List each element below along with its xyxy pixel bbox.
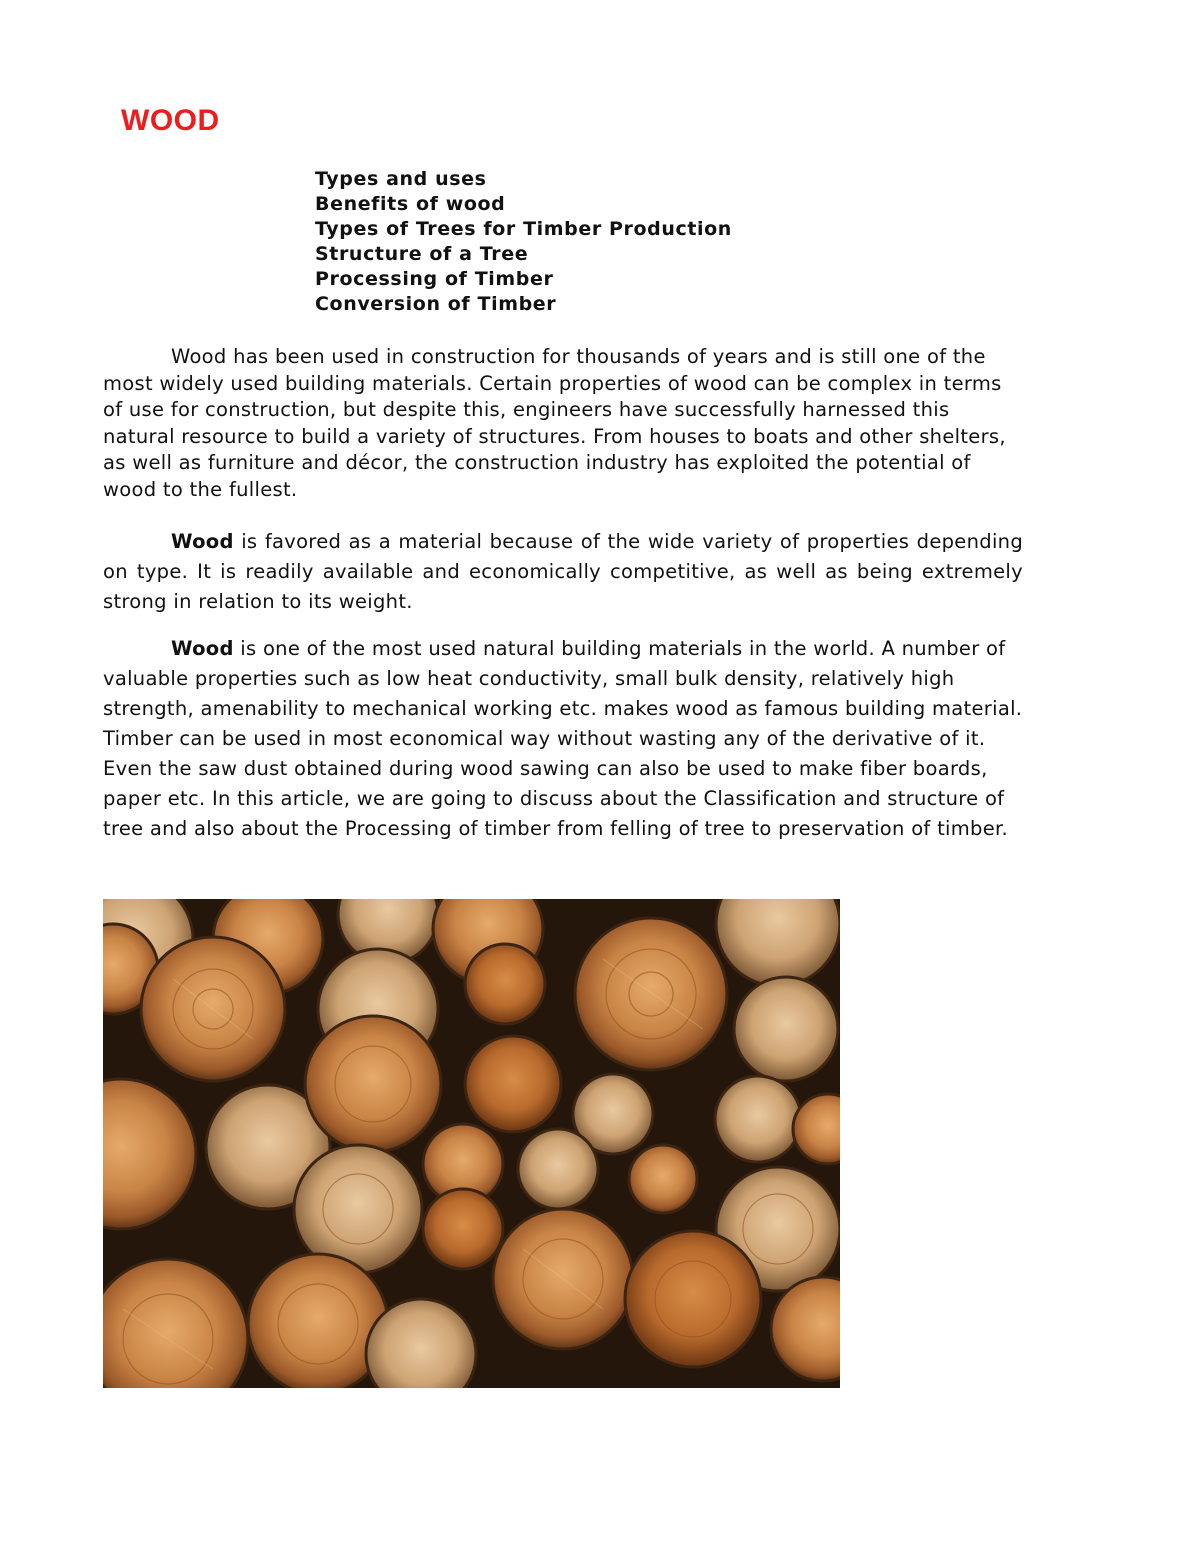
page-title: WOOD — [121, 104, 220, 137]
topic-item: Types and uses — [315, 168, 487, 190]
topic-item: Processing of Timber — [315, 268, 554, 290]
topic-item: Types of Trees for Timber Production — [315, 218, 732, 240]
properties-paragraph — [103, 527, 1023, 617]
wood-term: Wood — [171, 530, 234, 553]
topic-item: Benefits of wood — [315, 193, 506, 215]
topic-item: Conversion of Timber — [315, 293, 557, 315]
intro-paragraph — [103, 344, 1023, 503]
log-pile-photo — [103, 899, 840, 1388]
topics-list — [315, 167, 732, 317]
intro-text: Wood has been used in construction for thousands of years and is still one of the most widely used building materials. Certain properties of wood can be complex in terms of use for construction, but despite this, engineers have successfully harnessed this natural resource to build a variety of structures. From houses to boats and other shelters, as well as furniture and décor, the construction industry has exploited the potential of wood to the fullest. — [103, 345, 1006, 501]
topic-item: Structure of a Tree — [315, 243, 529, 265]
wood-term: Wood — [171, 637, 234, 660]
log-pile-illustration — [103, 899, 840, 1388]
properties-text: is favored as a material because of the wide variety of properties depending on type. It is readily available and economically competitive, as well as being extremely strong in relation to its weight. — [103, 530, 1023, 613]
usage-text: is one of the most used natural building materials in the world. A number of valuable properties such as low heat conductivity, small bulk density, relatively high strength, amenability to mechanical working etc. makes wood as famous building material. Timber can be used in most economical way without wasting any of the derivative of it. Even the saw dust obtained during wood sawing can also be used to make fiber boards, paper etc. In this article, we are going to discuss about the Classification and structure of tree and also about the Processing of timber from felling of tree to preservation of timber. — [103, 637, 1023, 840]
usage-paragraph — [103, 634, 1023, 844]
